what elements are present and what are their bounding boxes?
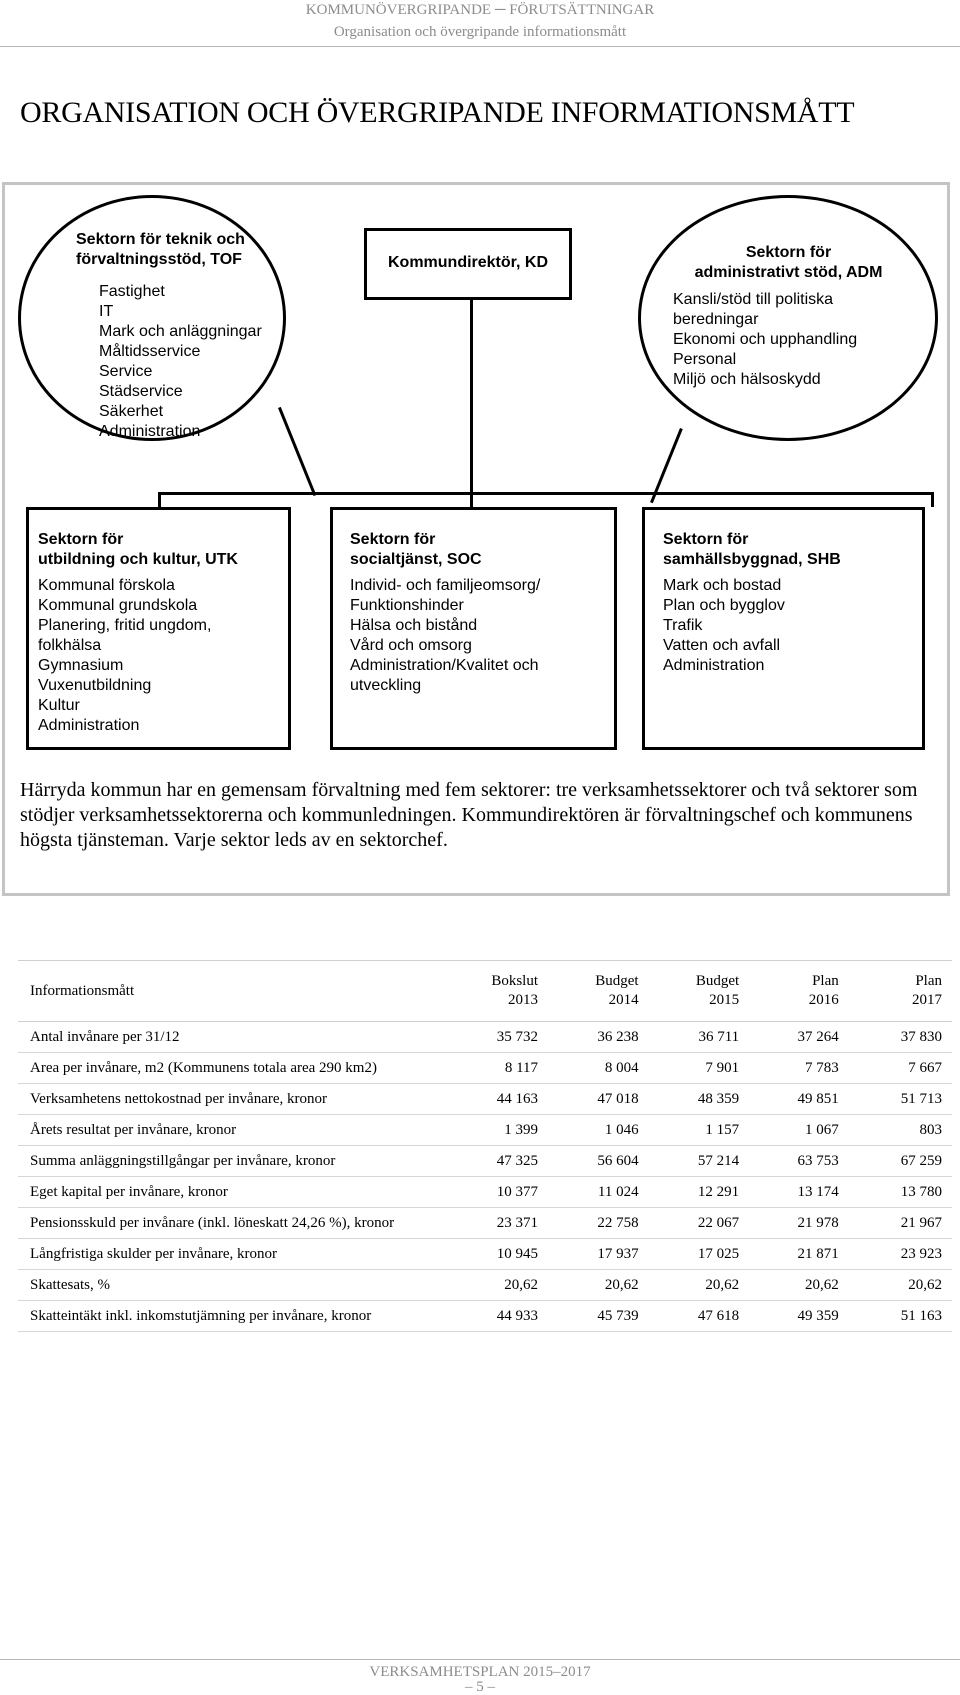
tof-item: Måltidsservice	[99, 343, 201, 360]
utk-item: Administration	[38, 717, 140, 734]
row-value: 23 923	[900, 1245, 942, 1262]
table-row	[18, 1053, 952, 1084]
row-value: 44 933	[496, 1307, 539, 1324]
row-value: 13 174	[797, 1183, 839, 1200]
table-header-row	[18, 961, 952, 1022]
table-row	[18, 1208, 952, 1239]
row-value: 57 214	[697, 1152, 740, 1169]
page-title: ORGANISATION OCH ÖVERGRIPANDE INFORMATIONSMÅTT	[20, 96, 855, 129]
tof-title	[76, 230, 276, 270]
row-value: 44 163	[496, 1090, 539, 1107]
shb-box	[642, 507, 925, 750]
tof-item: Service	[99, 363, 153, 380]
row-value: 17 025	[697, 1245, 740, 1262]
org-description: Härryda kommun har en gemensam förvaltning med fem sektorer: tre verksamhetssektorer och två sektorer som stödjer verksamhetssektorerna och kommunledningen. Kommundirektören är förvaltningschef och kommunens högsta tjänsteman. Varje sektor leds av en sektorchef.	[20, 779, 918, 851]
row-value: 21 967	[900, 1214, 942, 1231]
column-header: Bokslut 2013	[491, 973, 539, 1008]
running-header: KOMMUNÖVERGRIPANDE ─ FÖRUTSÄTTNINGAR	[305, 2, 655, 18]
utk-item: Vuxenutbildning	[38, 677, 152, 694]
page-number: – 5 –	[465, 1679, 495, 1695]
tof-item: IT	[99, 303, 114, 320]
row-label: Pensionsskuld per invånare (inkl. löneskatt 24,26 %), kronor	[30, 1214, 395, 1231]
adm-item: Miljö och hälsoskydd	[673, 371, 821, 388]
row-value: 47 325	[496, 1152, 539, 1169]
tof-ellipse	[18, 195, 286, 441]
row-value: 36 238	[597, 1028, 639, 1045]
adm-item: Personal	[673, 351, 737, 368]
utk-item: Kommunal förskola	[38, 577, 175, 594]
row-value: 47 018	[597, 1090, 639, 1107]
shb-item: Vatten och avfall	[663, 637, 781, 654]
row-label: Årets resultat per invånare, kronor	[30, 1121, 237, 1138]
table-row	[18, 1239, 952, 1270]
utk-item: Kultur	[38, 697, 80, 714]
table-row	[18, 1146, 952, 1177]
row-value: 803	[919, 1121, 942, 1138]
row-value: 21 978	[797, 1214, 839, 1231]
running-subheader: Organisation och övergripande informationsmått	[333, 24, 627, 40]
row-label: Area per invånare, m2 (Kommunens totala area 290 km2)	[30, 1059, 377, 1076]
row-value: 10 945	[496, 1245, 539, 1262]
row-value: 21 871	[797, 1245, 839, 1262]
tof-item: Fastighet	[99, 283, 165, 300]
tof-item: Mark och anläggningar	[99, 323, 262, 340]
row-value: 11 024	[597, 1183, 639, 1200]
column-header: Budget 2015	[695, 973, 740, 1008]
soc-item: Hälsa och bistånd	[350, 617, 478, 634]
soc-item: Administration/Kvalitet och	[350, 657, 539, 674]
header-label: Informationsmått	[30, 982, 135, 999]
row-value: 47 618	[697, 1307, 740, 1324]
row-value: 20,62	[504, 1276, 539, 1293]
soc-content	[350, 530, 615, 696]
table-row	[18, 1084, 952, 1115]
row-label: Skatteintäkt inkl. inkomstutjämning per invånare, kronor	[30, 1307, 372, 1324]
table-row	[18, 1115, 952, 1146]
shb-title-line: Sektorn för	[663, 531, 749, 548]
soc-item: Individ- och familjeomsorg/	[350, 577, 541, 594]
row-value: 8 117	[504, 1059, 539, 1076]
row-value: 10 377	[496, 1183, 539, 1200]
row-value: 37 264	[797, 1028, 839, 1045]
utk-item: Gymnasium	[38, 657, 124, 674]
connector-utk-drop	[158, 492, 161, 507]
connector-soc-drop	[470, 492, 473, 507]
row-label: Summa anläggningstillgångar per invånare, kronor	[30, 1152, 336, 1169]
utk-title-line: utbildning och kultur, UTK	[38, 551, 238, 568]
soc-box	[330, 507, 617, 750]
info-table	[18, 960, 952, 1332]
row-value: 7 901	[705, 1059, 740, 1076]
tof-items	[99, 282, 279, 442]
utk-item: Kommunal grundskola	[38, 597, 198, 614]
shb-title-line: samhällsbyggnad, SHB	[663, 551, 841, 568]
connector-horizontal	[158, 492, 934, 495]
table-row	[18, 1022, 952, 1053]
utk-title-line: Sektorn för	[38, 531, 124, 548]
soc-item: Funktionshinder	[350, 597, 464, 614]
row-value: 12 291	[697, 1183, 740, 1200]
row-value: 20,62	[604, 1276, 639, 1293]
row-value: 22 067	[697, 1214, 740, 1231]
utk-item: folkhälsa	[38, 637, 102, 654]
table-row	[18, 1270, 952, 1301]
row-value: 63 753	[797, 1152, 839, 1169]
table-row	[18, 1301, 952, 1332]
footer-title: VERKSAMHETSPLAN 2015–2017	[369, 1664, 591, 1680]
row-label: Verksamhetens nettokostnad per invånare, kronor	[30, 1090, 327, 1107]
adm-title	[666, 243, 911, 283]
soc-item: utveckling	[350, 677, 422, 694]
row-value: 35 732	[496, 1028, 539, 1045]
shb-item: Plan och bygglov	[663, 597, 785, 614]
row-value: 17 937	[597, 1245, 639, 1262]
table-row	[18, 1177, 952, 1208]
connector-shb-drop	[931, 492, 934, 507]
row-value: 37 830	[900, 1028, 942, 1045]
row-value: 13 780	[900, 1183, 942, 1200]
row-value: 67 259	[900, 1152, 942, 1169]
row-value: 56 604	[597, 1152, 639, 1169]
shb-item: Administration	[663, 657, 765, 674]
row-value: 36 711	[698, 1028, 740, 1045]
soc-item: Vård och omsorg	[350, 637, 472, 654]
row-value: 23 371	[496, 1214, 539, 1231]
row-label: Eget kapital per invånare, kronor	[30, 1183, 228, 1200]
adm-title-line: administrativt stöd, ADM	[694, 264, 883, 281]
column-header: Plan 2017	[912, 973, 942, 1008]
tof-title-line: förvaltningsstöd, TOF	[76, 251, 242, 268]
row-label: Skattesats, %	[30, 1276, 110, 1293]
tof-item: Administration	[99, 423, 201, 440]
row-value: 1 399	[504, 1121, 539, 1138]
utk-box	[26, 507, 291, 750]
soc-title-line: Sektorn för	[350, 531, 436, 548]
tof-title-line: Sektorn för teknik och	[76, 231, 245, 248]
row-value: 48 359	[697, 1090, 740, 1107]
row-value: 22 758	[597, 1214, 639, 1231]
shb-content	[663, 530, 923, 676]
shb-item: Mark och bostad	[663, 577, 782, 594]
row-value: 51 163	[900, 1307, 942, 1324]
utk-content	[38, 530, 288, 736]
row-label: Antal invånare per 31/12	[30, 1028, 180, 1045]
kd-title: Kommundirektör, KD	[387, 254, 548, 271]
row-value: 7 667	[908, 1059, 942, 1076]
kd-box	[364, 228, 572, 300]
adm-items	[673, 290, 913, 390]
column-header: Plan 2016	[808, 973, 839, 1008]
footer-divider	[0, 1659, 960, 1660]
row-value: 20,62	[908, 1276, 942, 1293]
utk-item: Planering, fritid ungdom,	[38, 617, 212, 634]
soc-title-line: socialtjänst, SOC	[350, 551, 482, 568]
row-label: Långfristiga skulder per invånare, kronor	[30, 1245, 277, 1262]
row-value: 1 046	[604, 1121, 639, 1138]
row-value: 20,62	[805, 1276, 839, 1293]
row-value: 20,62	[705, 1276, 740, 1293]
row-value: 1 067	[805, 1121, 839, 1138]
row-value: 8 004	[604, 1059, 639, 1076]
row-value: 49 359	[797, 1307, 839, 1324]
column-header: Budget 2014	[595, 973, 639, 1008]
adm-item: Ekonomi och upphandling	[673, 331, 858, 348]
adm-title-line: Sektorn för	[745, 244, 832, 261]
row-value: 45 739	[597, 1307, 639, 1324]
tof-item: Städservice	[99, 383, 183, 400]
row-value: 1 157	[705, 1121, 740, 1138]
row-value: 7 783	[805, 1059, 839, 1076]
adm-item: beredningar	[673, 311, 759, 328]
tof-item: Säkerhet	[99, 403, 164, 420]
adm-ellipse	[638, 195, 938, 441]
row-value: 51 713	[900, 1090, 942, 1107]
shb-item: Trafik	[663, 617, 703, 634]
header-divider	[0, 46, 960, 47]
row-value: 49 851	[797, 1090, 839, 1107]
adm-item: Kansli/stöd till politiska	[673, 291, 834, 308]
connector-kd-vertical	[470, 298, 473, 494]
